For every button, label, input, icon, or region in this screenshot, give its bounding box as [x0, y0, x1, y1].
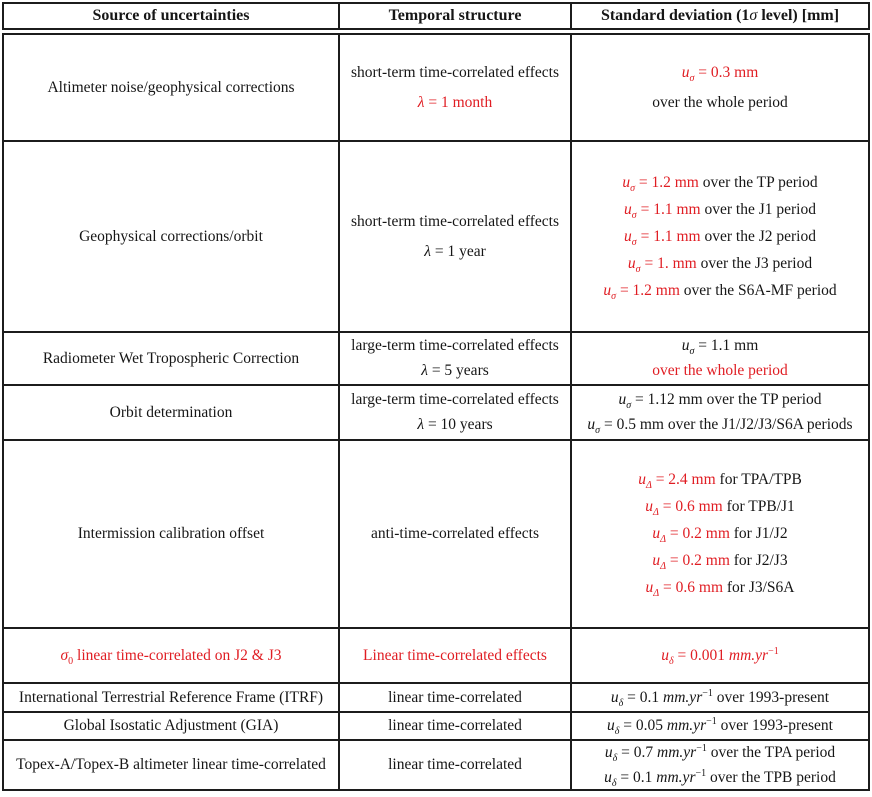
scope-text: for TPB/J1	[722, 498, 795, 515]
source-cell	[4, 331, 338, 384]
header-standard-deviation	[570, 4, 868, 28]
lambda-value: = 5 years	[427, 362, 489, 379]
std-cell	[570, 331, 868, 384]
temporal-effect-line: short-term time-correlated effects	[350, 63, 559, 81]
u-symbol: u	[607, 717, 615, 734]
source-text: Radiometer Wet Tropospheric Correction	[42, 349, 300, 367]
unit: mm.yr	[663, 688, 703, 706]
sigma-symbol: σ	[749, 7, 758, 24]
uncertainty-value-line	[682, 63, 759, 83]
source-text: Orbit determination	[109, 403, 233, 421]
temporal-cell	[338, 35, 570, 140]
source-cell	[4, 35, 338, 140]
temporal-cell	[338, 439, 570, 627]
subscript: σ	[611, 290, 617, 302]
subscript: δ	[611, 777, 617, 789]
scope-line: over the whole period	[652, 93, 788, 111]
subscript: σ	[635, 263, 641, 275]
subscript: σ	[631, 236, 637, 248]
source-text: Global Isostatic Adjustment (GIA)	[63, 717, 279, 734]
uncertainty-value-line	[624, 200, 816, 220]
source-cell	[4, 627, 338, 682]
scope-text: over the TP period	[698, 173, 818, 191]
value: = 0.5 mm	[600, 416, 664, 433]
value: = 0.05	[619, 717, 667, 734]
source-text: Geophysical corrections/orbit	[79, 227, 263, 245]
lambda-value: = 1 year	[430, 242, 486, 260]
temporal-cell	[338, 384, 570, 439]
scope-text: over the TPA period	[706, 743, 836, 761]
subscript: δ	[618, 697, 624, 709]
exponent: −1	[706, 715, 717, 727]
value: = 0.6 mm	[659, 579, 723, 596]
u-symbol: u	[652, 525, 661, 542]
value: = 0.001	[673, 646, 729, 664]
value: = 1.1 mm	[636, 200, 701, 218]
subscript: σ	[626, 400, 632, 412]
value: = 0.3 mm	[694, 63, 759, 81]
u-symbol: u	[624, 200, 632, 218]
uncertainty-value-line	[604, 768, 836, 788]
source-text	[61, 646, 282, 666]
std-cell	[570, 739, 868, 789]
lambda-value: = 1 month	[424, 93, 493, 111]
value: = 0.2 mm	[666, 525, 730, 542]
header-label	[601, 7, 839, 25]
scope-text: over the J1 period	[700, 200, 816, 218]
value: = 0.2 mm	[666, 552, 730, 569]
uncertainty-value-line	[652, 524, 787, 544]
subscript: σ	[595, 425, 601, 437]
source-text: Altimeter noise/geophysical corrections	[47, 78, 295, 96]
scope-text: over the S6A-MF period	[679, 281, 837, 299]
source-text: Intermission calibration offset	[77, 525, 265, 542]
subscript: Δ	[660, 561, 667, 573]
exponent: −1	[768, 645, 779, 657]
temporal-cell	[338, 140, 570, 331]
unit: mm.yr	[728, 646, 769, 664]
u-symbol: u	[661, 646, 669, 664]
uncertainty-value-line	[682, 336, 759, 356]
u-symbol: u	[587, 416, 596, 433]
subscript: σ	[689, 346, 695, 358]
lambda-line	[421, 361, 489, 381]
uncertainty-value-line	[587, 415, 852, 435]
subscript: σ	[630, 182, 635, 194]
value: = 1.1 mm	[694, 337, 759, 354]
uncertainty-value-line	[652, 551, 787, 571]
temporal-cell	[338, 682, 570, 711]
lambda-line	[417, 415, 492, 435]
uncertainty-value-line	[618, 390, 821, 410]
scope-text: over the TPB period	[706, 768, 836, 786]
uncertainty-value-line	[605, 743, 835, 763]
u-symbol: u	[681, 63, 690, 81]
exponent: −1	[702, 687, 713, 699]
std-cell	[570, 140, 868, 331]
source-cell	[4, 439, 338, 627]
scope-text: over the J2 period	[700, 227, 816, 245]
unit: mm.yr	[656, 768, 696, 786]
value: = 2.4 mm	[651, 471, 716, 488]
sigma-symbol: σ	[60, 646, 69, 664]
header-source-of-uncertainties	[4, 4, 338, 28]
uncertainty-value-line	[661, 646, 778, 666]
uncertainty-value-line	[622, 173, 817, 193]
scope-text: over 1993-present	[716, 717, 833, 734]
header-label: Temporal structure	[388, 7, 522, 24]
scope-text: over the J3 period	[696, 254, 813, 272]
subscript: Δ	[645, 480, 652, 492]
subscript: σ	[689, 72, 695, 84]
std-cell	[570, 35, 868, 140]
uncertainty-value-line	[628, 254, 812, 274]
header-temporal-structure	[338, 4, 570, 28]
subscript: Δ	[652, 507, 659, 519]
temporal-effect-line: short-term time-correlated effects	[350, 212, 559, 230]
value: = 0.1	[616, 768, 657, 786]
u-symbol: u	[638, 471, 646, 488]
value: = 1.2 mm	[616, 281, 680, 299]
lambda-value: = 10 years	[424, 416, 493, 433]
u-symbol: u	[627, 254, 636, 272]
u-symbol: u	[603, 281, 612, 299]
value: = 1.1 mm	[636, 227, 701, 245]
value: = 1.2 mm	[635, 173, 699, 191]
lambda-symbol: λ	[424, 242, 431, 260]
subscript: δ	[614, 726, 620, 738]
exponent: −1	[695, 767, 707, 779]
scope-text: for J2/J3	[729, 552, 788, 569]
subscript: Δ	[660, 534, 667, 546]
lambda-symbol: λ	[417, 416, 425, 433]
subscript: σ	[631, 209, 637, 221]
unit: mm.yr	[657, 743, 697, 761]
std-cell	[570, 682, 868, 711]
header-label: Source of uncertainties	[92, 7, 250, 24]
exponent: −1	[696, 742, 707, 754]
temporal-effect-line: linear time-correlated	[388, 688, 522, 706]
scope-text: over the TP period	[702, 391, 822, 408]
value: = 0.7	[617, 743, 657, 761]
value: = 1. mm	[640, 254, 697, 272]
header-label-part: Standard deviation (1	[600, 7, 750, 24]
uncertainty-value-line	[607, 716, 833, 736]
value: = 0.6 mm	[658, 498, 723, 515]
temporal-effect-line: large-term time-correlated effects	[351, 391, 559, 408]
scope-text: over the J1/J2/J3/S6A periods	[663, 416, 853, 433]
subscript: δ	[612, 752, 618, 764]
source-cell	[4, 682, 338, 711]
source-cell	[4, 739, 338, 789]
std-cell	[570, 627, 868, 682]
value: = 0.1	[623, 688, 664, 706]
subscript: 0	[68, 655, 74, 667]
std-cell	[570, 711, 868, 739]
uncertainty-value-line	[646, 578, 795, 598]
u-symbol: u	[645, 498, 653, 515]
source-text: Topex-A/Topex-B altimeter linear time-correlated	[16, 756, 326, 773]
uncertainty-value-line	[638, 470, 802, 490]
std-cell	[570, 384, 868, 439]
temporal-effect-line: linear time-correlated	[388, 756, 522, 773]
header-label-part: level) [mm]	[757, 7, 840, 24]
scope-text: for TPA/TPB	[715, 471, 802, 488]
temporal-cell	[338, 739, 570, 789]
u-symbol: u	[622, 173, 631, 191]
table-body	[2, 33, 870, 791]
u-symbol: u	[604, 768, 612, 786]
temporal-effect-line: Linear time-correlated effects	[363, 646, 547, 664]
temporal-cell	[338, 711, 570, 739]
u-symbol: u	[604, 743, 613, 761]
std-cell	[570, 439, 868, 627]
uncertainty-value-line	[611, 688, 829, 708]
lambda-line	[418, 93, 492, 113]
uncertainty-value-line	[645, 497, 795, 517]
value: = 1.12 mm	[631, 391, 703, 408]
scope-text: for J3/S6A	[723, 579, 795, 596]
lambda-symbol: λ	[421, 362, 428, 379]
scope-line: over the whole period	[652, 362, 788, 379]
temporal-effect-line: linear time-correlated	[388, 717, 522, 734]
subscript: Δ	[653, 588, 660, 600]
source-cell	[4, 384, 338, 439]
source-cell	[4, 140, 338, 331]
uncertainty-value-line	[624, 227, 816, 247]
source-text: International Terrestrial Reference Frame (ITRF)	[18, 688, 324, 706]
temporal-cell	[338, 627, 570, 682]
subscript: δ	[669, 655, 674, 667]
unit: mm.yr	[666, 717, 707, 734]
lambda-symbol: λ	[417, 93, 425, 111]
lambda-line	[424, 242, 486, 262]
temporal-effect-line: large-term time-correlated effects	[351, 337, 559, 354]
temporal-effect-line: anti-time-correlated effects	[371, 525, 539, 542]
source-cell	[4, 711, 338, 739]
u-symbol: u	[624, 227, 632, 245]
uncertainty-table	[2, 2, 870, 791]
table-header-row	[2, 2, 870, 30]
u-symbol: u	[681, 337, 690, 354]
u-symbol: u	[618, 391, 627, 408]
uncertainty-value-line	[603, 281, 836, 301]
scope-text: for J1/J2	[729, 525, 788, 542]
u-symbol: u	[645, 579, 654, 596]
u-symbol: u	[610, 688, 619, 706]
u-symbol: u	[652, 552, 661, 569]
scope-text: over 1993-present	[712, 688, 830, 706]
temporal-cell	[338, 331, 570, 384]
source-text-part: linear time-correlated on J2 & J3	[73, 646, 282, 664]
